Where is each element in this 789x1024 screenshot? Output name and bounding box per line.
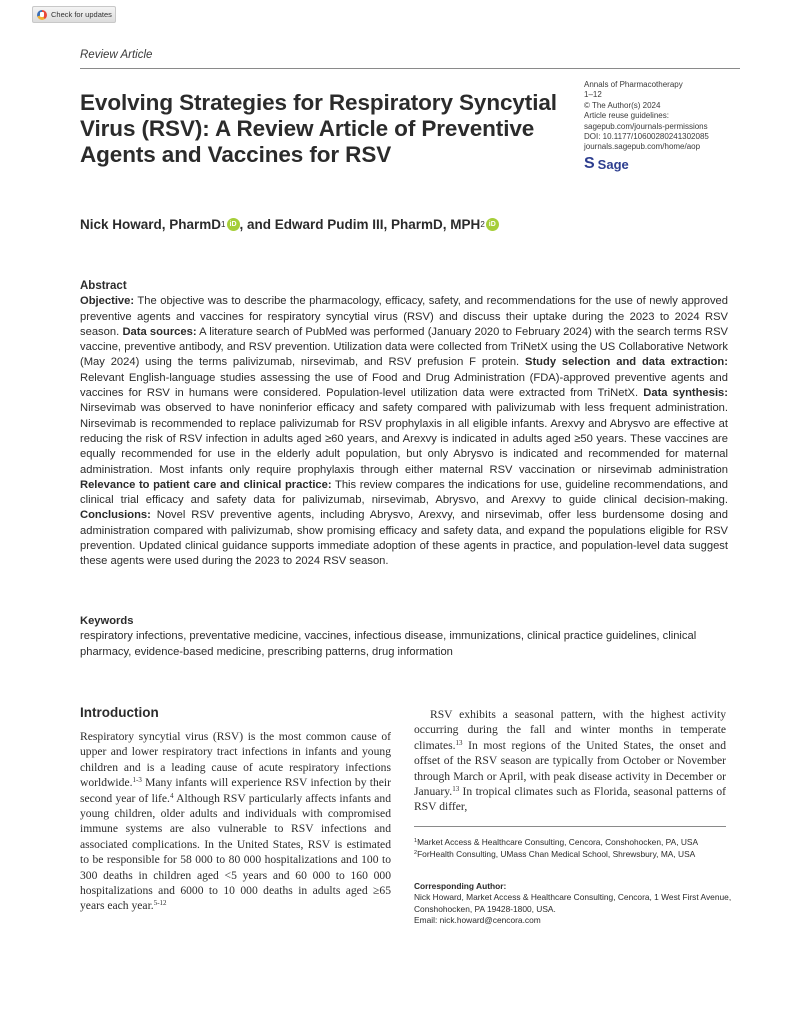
data-sources-text: A literature search of PubMed was performed (January 2020 to February 2024) with the search terms RSV vaccine, preventive antibody, and RSV prevention. Utilization data were collected from TriNetX using the US Collaborative Network (May 2024) using the terms palivizumab, nirsevimab, and RSV prefusion F protein. [80, 325, 728, 369]
copyright: © The Author(s) 2024 [584, 100, 661, 110]
author-line [80, 217, 499, 232]
reuse-link[interactable]: sagepub.com/journals-permissions [584, 121, 708, 131]
crossmark-icon [37, 10, 47, 20]
sage-wordmark: Sage [597, 156, 629, 172]
header-divider [80, 68, 740, 69]
affiliation-number: 1 [414, 838, 418, 844]
introduction-paragraph-1 [80, 729, 391, 914]
corresponding-address: Nick Howard, Market Access & Healthcare Consulting, Cencora, 1 West First Avenue, Conshohocken, PA 19428-1800, USA. [414, 892, 732, 914]
affiliation-2 [414, 848, 734, 860]
keywords-text: respiratory infections, preventative medicine, vaccines, infectious disease, immunizations, clinical practice guidelines, clinical pharmacy, evidence-based medicine, prescribing patterns, drug information [80, 630, 697, 658]
body-text: Although RSV particularly affects infants and young children, older adults and individuals with compromised immune systems are also vulnerable to RSV infections and associated complications. In the United States, RSV is estimated to be responsible for 58 000 to 80 000 hospitalizations and 100 to 300 deaths in children aged <5 years and 60 000 to 160 000 hospitalizations and 6000 to 10 000 deaths in adults aged ≥65 years each year. [80, 791, 391, 913]
citation[interactable]: 13 [455, 738, 463, 747]
author-2: Edward Pudim III, PharmD, MPH [274, 217, 481, 232]
citation[interactable]: 1-3 [132, 776, 142, 785]
journal-info [584, 80, 709, 153]
data-synthesis-label: Data synthesis: [643, 387, 728, 400]
abstract-heading: Abstract [80, 280, 127, 292]
citation[interactable]: 13 [452, 785, 460, 794]
keywords [80, 614, 728, 660]
body-text: In most regions of the United States, the onset and offset of the RSV season are typically from October or November through March or April, with peak disease activity in December or January. [414, 738, 726, 799]
corresponding-heading: Corresponding Author: [414, 881, 507, 891]
author-1-affiliation: 1 [221, 220, 226, 229]
journal-name: Annals of Pharmacotherapy [584, 80, 683, 89]
affiliation-1 [414, 836, 734, 848]
corresponding-email-line [414, 915, 734, 926]
footnote-divider [414, 826, 726, 827]
introduction-paragraph-2 [414, 707, 726, 815]
conclusions-label: Conclusions: [80, 509, 151, 522]
sage-logo [584, 156, 629, 172]
study-selection-text: Relevant English-language studies assessing the use of Food and Drug Administration (FDA)-approved preventive agents and vaccines for RSV in humans were considered. Population-level utilization data were extracted from TriNetX. [80, 371, 728, 400]
author-connector: , and [239, 217, 275, 232]
citation[interactable]: 4 [169, 791, 174, 800]
study-selection-label: Study selection and data extraction: [524, 356, 728, 369]
data-synthesis-text: Nirsevimab was observed to have noninferior efficacy and safety compared with palivizumab with less frequent administration. Nirsevimab is recommended to replace palivizumab for RSV prophylaxis in all eligible infants. Arexvy and Abrysvo are effective at reducing the risk of RSV infection in adults aged ≥60 years, and Arexvy is indicated in adults aged ≥50 years. These vaccines are equally recommended for use in the elderly adult population, but only Abrysvo is indicated and recommended for maternal administration. Most infants only require prophylaxis through either maternal RSV vaccination or nirsevimab administration [80, 402, 728, 476]
sage-s-icon: S [584, 155, 595, 172]
introduction-heading: Introduction [80, 705, 159, 720]
orcid-icon[interactable]: iD [486, 218, 499, 231]
email-label: Email: [414, 915, 440, 926]
email-link[interactable]: nick.howard@cencora.com [439, 915, 541, 926]
affiliation-number: 2 [414, 850, 418, 857]
relevance-text: This review compares the indications for use, guideline recommendations, and clinical trial efficacy and safety data for palivizumab, nirsevimab, Abrysvo, and Arexvy to guide clinical decision-making. [80, 478, 728, 507]
keywords-heading: Keywords [80, 615, 134, 627]
author-2-affiliation: 2 [480, 220, 485, 229]
affiliations [414, 836, 734, 861]
journal-url[interactable]: journals.sagepub.com/home/aop [584, 142, 701, 152]
body-text: Respiratory syncytial virus (RSV) is the most common cause of upper and lower respiratory tract infections in infants and young children and is a leading cause of acute respiratory infections worldwide. [80, 730, 391, 790]
body-text: Many infants will experience RSV infection by their second year of life. [80, 776, 391, 805]
page-range: 1–12 [584, 90, 602, 100]
objective-text: The objective was to describe the pharmacology, efficacy, safety, and recommendations for the use of newly approved preventive agents and vaccines for respiratory syncytial virus (RSV) and discuss their uptake during the 2023 to 2024 RSV season. [80, 295, 728, 338]
affiliation-text: ForHealth Consulting, UMass Chan Medical School, Shrewsbury, MA, USA [417, 849, 696, 860]
reuse-label: Article reuse guidelines: [584, 111, 669, 121]
relevance-label: Relevance to patient care and clinical practice: [80, 478, 332, 491]
running-head: Review Article [80, 49, 153, 61]
doi[interactable]: DOI: 10.1177/10600280241302085 [584, 132, 709, 142]
citation[interactable]: 5-12 [153, 899, 167, 908]
check-for-updates-label: Check for updates [51, 10, 112, 19]
body-text: RSV exhibits a seasonal pattern, with the highest activity occurring during the fall and winter months in temperate climates. [414, 708, 726, 752]
data-sources-label: Data sources: [122, 325, 197, 338]
conclusions-text: Novel RSV preventive agents, including Abrysvo, Arexvy, and nirsevimab, offer less burdensome dosing and administration compared with palivizumab, show promising efficacy and safety data, and expand the populations eligible for RSV prevention. Updated clinical guidance supports immediate adoption of these agents in practice, and population-level data suggest these agents were used during the 2023 to 2024 RSV season. [80, 509, 728, 568]
body-text: In tropical climates such as Florida, seasonal patterns of RSV differ, [414, 785, 726, 814]
author-1: Nick Howard, PharmD [80, 217, 222, 232]
orcid-icon[interactable]: iD [227, 218, 240, 231]
abstract [80, 279, 728, 570]
affiliation-text: Market Access & Healthcare Consulting, Cencora, Conshohocken, PA, USA [417, 837, 699, 847]
check-for-updates-button[interactable] [32, 6, 116, 23]
objective-label: Objective: [80, 295, 135, 308]
article-title: Evolving Strategies for Respiratory Syncytial Virus (RSV): A Review Article of Preventive Agents and Vaccines for RSV [80, 90, 557, 167]
corresponding-author [414, 881, 734, 927]
